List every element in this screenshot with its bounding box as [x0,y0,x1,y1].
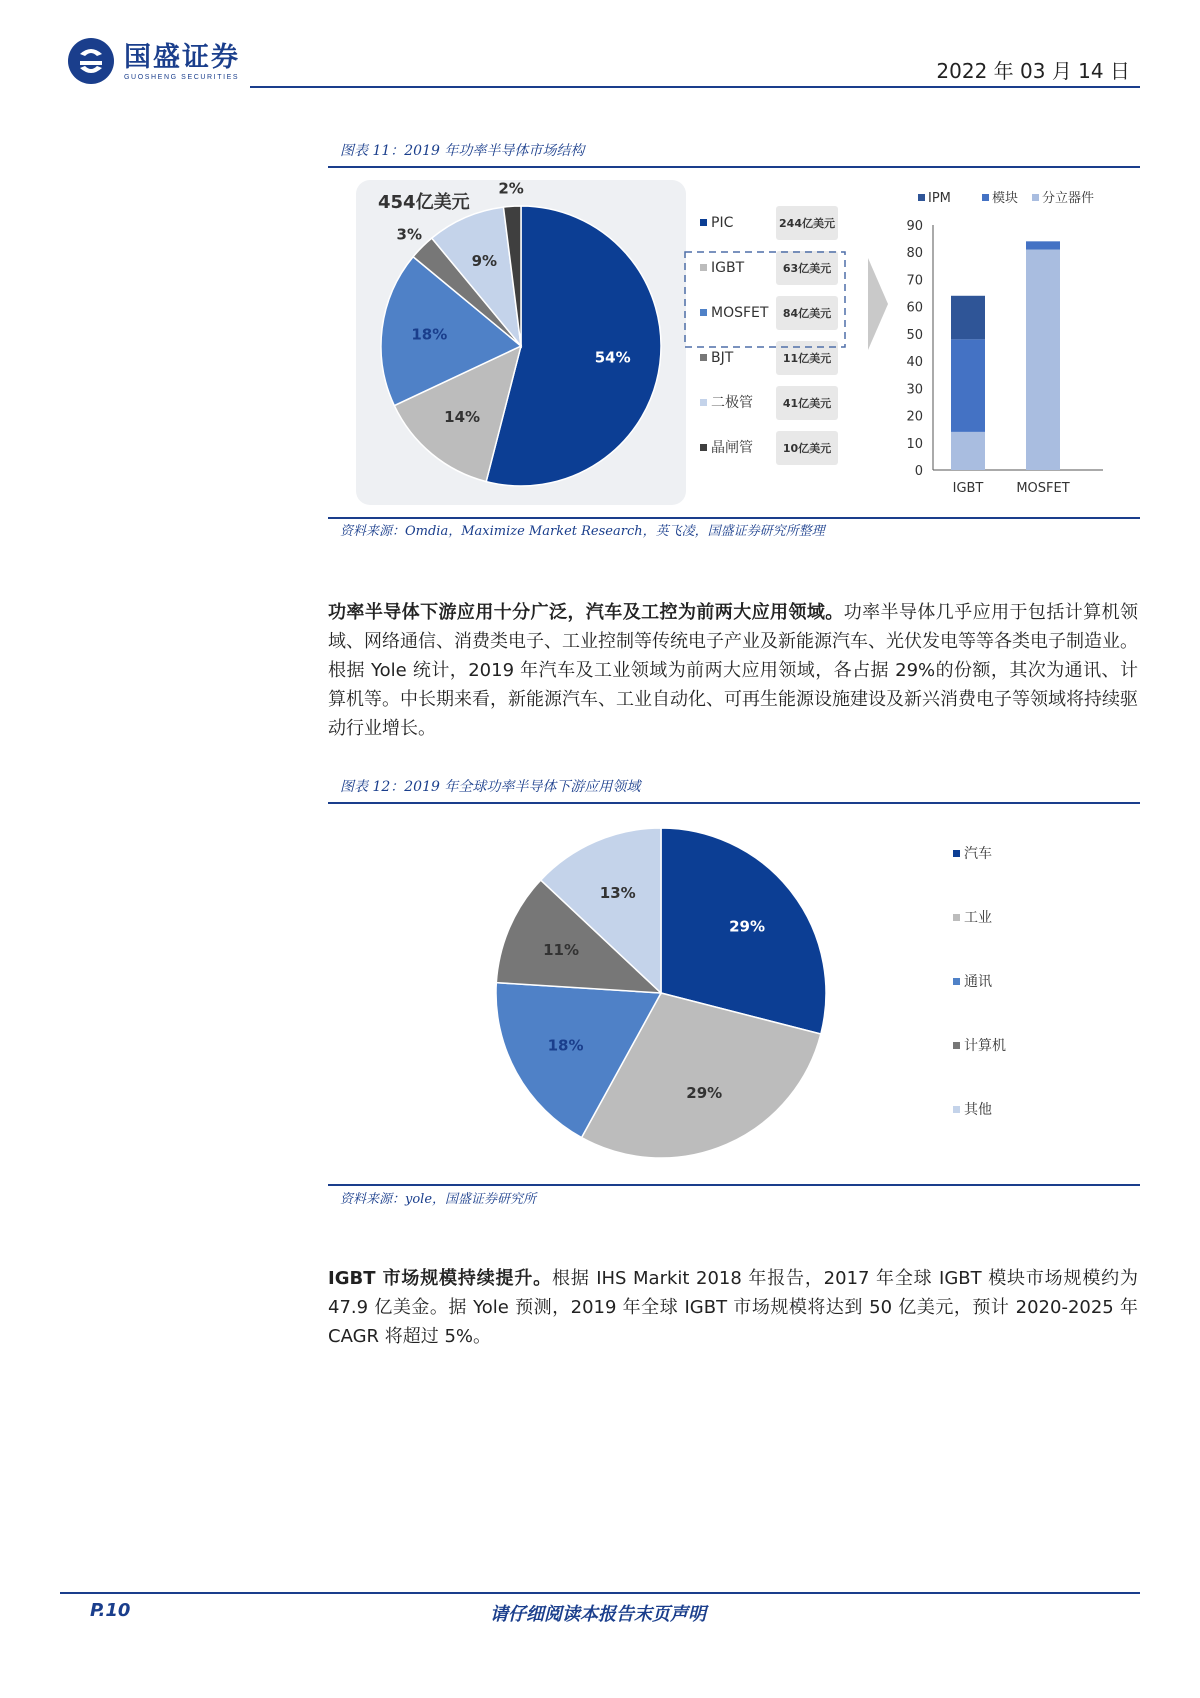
pie-11-slice-label: 54% [594,348,631,367]
bar-11-IGBT-模块 [951,339,985,432]
bar-11-y-tick: 0 [914,464,923,479]
legend-12-label: 汽车 [964,846,992,862]
logo-name-en: GUOSHENG SECURITIES [124,73,240,81]
bar-11-x-tick: MOSFET [1016,481,1070,496]
bar-11-MOSFET-模块 [1026,241,1060,249]
pie-12-slice-label: 29% [686,1083,723,1102]
legend-11-swatch [700,219,707,226]
bar-11-y-tick: 70 [906,273,923,289]
pie-11-slice-label: 14% [444,408,481,427]
legend-11-swatch [700,399,707,406]
figure-11-title: 图表 11：2019 年功率半导体市场结构 [340,143,585,159]
legend-12-label: 其他 [964,1102,992,1118]
legend-11-item-name: IGBT [711,260,745,276]
paragraph-2-lead: IGBT 市场规模持续提升。 [328,1268,552,1289]
page-number: P.10 [90,1600,131,1621]
paragraph-1-body: 功率半导体几乎应用于包括计算机领域、网络通信、消费类电子、工业控制等传统电子产业及新能源汽车、光伏发电等等各类电子制造业。根据 Yole 统计，2019 年汽车及工业领域为前两大应用领域，各占据 29%的份额，其次为通讯、计算机等。中长期来看，新能源汽车、工业自动化、可再生能源设施建设及新兴消费电子等领域将持续驱动行业增长。 [328,602,1138,739]
legend-11-item-value: 244亿美元 [779,217,835,230]
paragraph-igbt-market [328,1264,1138,1351]
legend-11-swatch [700,309,707,316]
bar-11-legend-swatch [918,194,925,201]
bar-11-y-tick: 50 [906,327,923,343]
figure-11-bottom-rule [328,517,1140,519]
bar-11-MOSFET-分立器件 [1026,250,1060,471]
bar-11-IGBT-IPM [951,296,985,340]
pie-12-slice-label: 11% [543,940,580,959]
legend-11-item-value: 10亿美元 [782,442,832,455]
logo-mark-icon [66,36,116,86]
legend-12-label: 通讯 [964,974,992,990]
legend-12-swatch [953,978,960,985]
legend-11-item-name: 晶闸管 [711,440,753,456]
figure-12-bottom-rule [328,1184,1140,1186]
pie-11-slice-label: 3% [396,225,423,244]
legend-11-item-value: 84亿美元 [782,307,832,320]
arrow-icon [868,258,888,350]
footer-divider [60,1592,1140,1594]
bar-11-legend-label: 分立器件 [1042,191,1095,206]
bar-11-y-tick: 60 [906,300,923,316]
pie-11-slice-label: 2% [498,179,524,198]
paragraph-application-fields [328,598,1138,743]
legend-11-item-name: BJT [711,350,734,366]
pie-12-slice-label: 29% [729,917,766,936]
bar-11-y-tick: 90 [906,219,923,234]
legend-12-swatch [953,1106,960,1113]
legend-11-item-value: 63亿美元 [782,262,832,275]
bar-11-legend-swatch [982,194,989,201]
bar-11-legend-label: 模块 [992,191,1019,206]
bar-11-y-tick: 30 [906,382,923,398]
pie-11-slice-label: 9% [471,252,498,271]
bar-11-y-tick: 10 [906,436,923,452]
legend-12-swatch [953,914,960,921]
figure-12-title: 图表 12：2019 年全球功率半导体下游应用领域 [340,779,641,795]
company-logo [66,36,240,86]
figure-11-source: 资料来源：Omdia，Maximize Market Research，英飞凌，国盛证券研究所整理 [340,524,825,539]
legend-12-label: 工业 [964,910,992,926]
legend-11-item-value: 11亿美元 [782,352,832,365]
logo-name-cn: 国盛证券 [124,41,240,73]
legend-11-swatch [700,264,707,271]
pie-12-slice-label: 13% [599,884,636,903]
legend-12-label: 计算机 [964,1038,1006,1054]
legend-11-item-value: 41亿美元 [782,397,832,410]
disclaimer-note: 请仔细阅读本报告末页声明 [490,1604,706,1625]
report-date: 2022 年 03 月 14 日 [936,59,1130,83]
paragraph-1-lead: 功率半导体下游应用十分广泛，汽车及工控为前两大应用领域。 [328,602,844,623]
figure-12-source: 资料来源：yole，国盛证券研究所 [340,1192,537,1207]
figure-12-top-rule [328,802,1140,804]
legend-11-item-name: 二极管 [711,395,753,411]
bar-11-x-tick: IGBT [952,481,984,496]
pie-11-slice-label: 18% [411,325,448,344]
legend-11-swatch [700,444,707,451]
bar-11-y-tick: 20 [906,409,923,425]
legend-11-item-name: MOSFET [711,305,769,321]
figure-11-top-rule [328,166,1140,168]
bar-11-y-tick: 40 [906,355,923,371]
pie-12-slice-label: 18% [547,1036,584,1055]
paragraph-2-body: 根据 IHS Markit 2018 年报告，2017 年全球 IGBT 模块市场规模约为 47.9 亿美金。据 Yole 预测，2019 年全球 IGBT 市场规模将达到 50 亿美元，预计 2020-2025 年 CAGR 将超过 5%。 [328,1268,1138,1347]
legend-11-swatch [700,354,707,361]
bar-11-legend-swatch [1032,194,1039,201]
header-divider [250,86,1140,88]
bar-11-IGBT-分立器件 [951,432,985,470]
bar-11-legend-label: IPM [928,191,951,206]
legend-12-swatch [953,850,960,857]
figure-11-chart [328,170,1140,515]
pie-11-total-label: 454亿美元 [378,192,470,213]
bar-11-y-tick: 80 [906,246,923,262]
legend-12-swatch [953,1042,960,1049]
legend-11-item-name: PIC [711,215,734,231]
figure-12-chart [328,808,1140,1178]
